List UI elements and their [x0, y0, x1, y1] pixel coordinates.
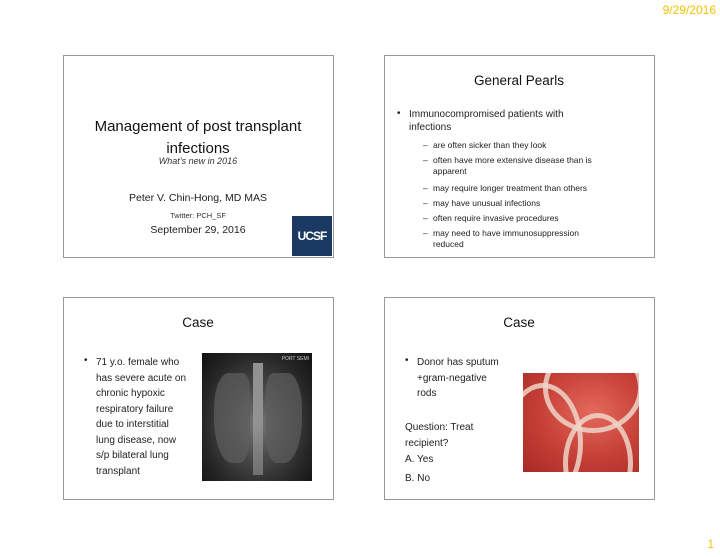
ucsf-logo: UCSF [292, 216, 332, 256]
case-line: lung disease, now [96, 434, 177, 446]
subitem-4: may have unusual infections [433, 198, 541, 208]
title-line-1: Management of post transplant [94, 118, 302, 135]
option-a[interactable]: A. Yes [405, 454, 434, 465]
twitter-handle: Twitter: PCH_SF [170, 211, 226, 220]
question [405, 420, 473, 451]
donor-line: rods [417, 388, 437, 399]
presentation-date: September 29, 2016 [150, 224, 246, 236]
bullet-text [409, 108, 564, 134]
dash: – [423, 140, 428, 150]
subitem-6-cont: reduced [433, 239, 464, 249]
slide-case-1[interactable] [63, 297, 334, 500]
case-line: chronic hypoxic [96, 388, 165, 399]
title-line-2: infections [166, 140, 230, 157]
case-description [96, 355, 202, 479]
bullet-dot: • [397, 108, 401, 119]
case-line: s/p bilateral lung [96, 450, 169, 461]
slide-general-pearls[interactable] [384, 55, 655, 258]
bullet-line-1: Immunocompromised patients with [409, 109, 564, 120]
dash: – [423, 155, 428, 165]
slide-case-2[interactable] [384, 297, 655, 500]
question-line-2: recipient? [405, 437, 449, 449]
dash: – [423, 183, 428, 193]
presentation-title [64, 116, 332, 160]
subitem-3: may require longer treatment than others [433, 183, 588, 193]
slide-title: Case [182, 315, 214, 330]
dash: – [423, 228, 428, 238]
presentation-subtitle: What’s new in 2016 [158, 156, 238, 166]
slide-title: Case [503, 315, 535, 330]
option-b[interactable]: B. No [405, 473, 431, 484]
xray-tag: PORT SEMI [281, 356, 309, 362]
subitem-6: may need to have immunosuppression [433, 228, 579, 238]
case-line: 71 y.o. female who [96, 357, 180, 368]
lung-right-shape [266, 373, 302, 463]
case-line: respiratory failure [96, 403, 174, 415]
subitem-1: are often sicker than they look [433, 140, 547, 150]
donor-line: Donor has sputum [417, 357, 499, 368]
header-date: 9/29/2016 [662, 3, 716, 17]
agar-plate-image [523, 373, 639, 472]
donor-line: +gram-negative [417, 372, 487, 384]
page-number: 1 [707, 537, 714, 551]
author-name: Peter V. Chin-Hong, MD MAS [129, 192, 267, 204]
case-line: transplant [96, 465, 140, 477]
bullet-dot: • [84, 355, 88, 366]
subitem-2-cont: apparent [433, 166, 467, 176]
donor-finding [417, 355, 499, 402]
bullet-line-2: infections [409, 122, 452, 133]
dash: – [423, 213, 428, 223]
question-line-1: Question: Treat [405, 422, 474, 433]
lung-left-shape [214, 373, 250, 463]
chest-xray-image [202, 353, 312, 481]
subitem-2: often have more extensive disease than is [433, 155, 592, 165]
bullet-dot: • [405, 355, 409, 366]
subitem-5: often require invasive procedures [433, 213, 559, 223]
slide-title: General Pearls [473, 73, 565, 88]
case-line: due to interstitial [96, 419, 169, 430]
case-line: has severe acute on [96, 372, 187, 384]
slide-title-card[interactable] [63, 55, 334, 258]
dash: – [423, 198, 428, 208]
spine-shape [253, 363, 263, 475]
